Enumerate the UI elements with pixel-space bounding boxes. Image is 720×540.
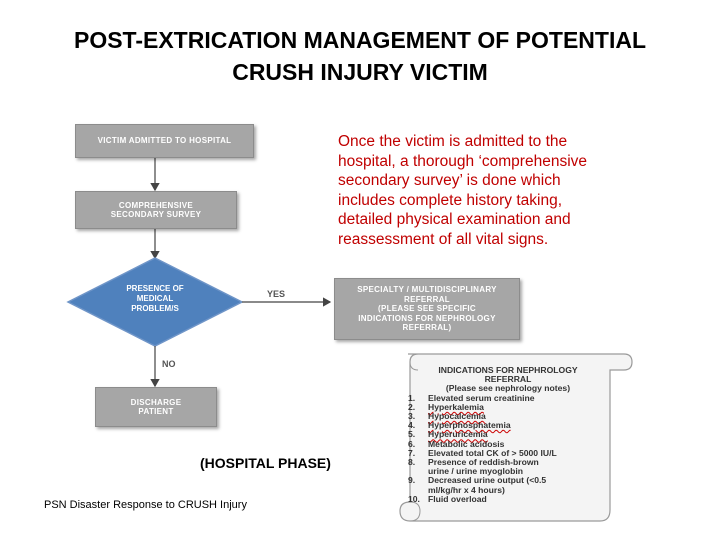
- indication-item: 1. Elevated serum creatinine: [408, 392, 535, 403]
- title-line-1: POST-EXTRICATION MANAGEMENT OF POTENTIAL: [73, 27, 646, 53]
- referral-label: REFERRAL): [402, 323, 452, 333]
- indication-item: 6. Metabolic acidosis: [408, 438, 505, 449]
- indication-item: ml/kg/hr x 4 hours): [428, 484, 505, 495]
- description-line: reassessment of all vital signs.: [338, 230, 549, 248]
- indication-item: urine / urine myoglobin: [428, 466, 524, 477]
- indication-item: 4. Hyperphosphatemia: [408, 420, 511, 431]
- referral-label: SPECIALTY / MULTIDISCIPLINARY: [357, 285, 497, 295]
- survey-label: COMPREHENSIVE: [118, 200, 194, 210]
- description-line: hospital, a thorough ‘comprehensive: [338, 152, 588, 170]
- indication-item: 10. Fluid overload: [408, 493, 487, 504]
- decision-text: MEDICAL: [136, 294, 174, 303]
- referral-label: (PLEASE SEE SPECIFIC: [377, 304, 477, 314]
- decision-label: [100, 284, 210, 314]
- indications-heading: REFERRAL: [484, 374, 532, 385]
- indications-list: [408, 366, 608, 504]
- admitted-box: [75, 124, 254, 158]
- phase-label: (HOSPITAL PHASE): [200, 455, 331, 471]
- description-line: includes complete history taking,: [338, 191, 563, 209]
- description-line: Once the victim is admitted to the: [338, 133, 568, 150]
- discharge-label: DISCHARGE: [130, 397, 182, 407]
- referral-box: [334, 278, 520, 340]
- discharge-box: [95, 387, 217, 427]
- indication-item: 8. Presence of reddish-brown: [408, 457, 539, 468]
- decision-text: PROBLEM/S: [131, 304, 179, 313]
- discharge-label: PATIENT: [138, 407, 174, 416]
- indication-item: 3. Hypocalcemia: [408, 411, 486, 422]
- indication-item: 9. Decreased urine output (<0.5: [408, 475, 547, 486]
- description-line: detailed physical examination and: [338, 211, 571, 228]
- title-line-2: CRUSH INJURY VICTIM: [232, 59, 488, 85]
- indications-heading: INDICATIONS FOR NEPHROLOGY: [438, 365, 578, 375]
- indication-item: 2. Hyperkalemia: [408, 401, 484, 412]
- referral-label: REFERRAL: [404, 294, 450, 304]
- survey-box: [75, 191, 237, 229]
- admitted-label: VICTIM ADMITTED TO HOSPITAL: [97, 136, 232, 146]
- no-label: NO: [162, 359, 176, 369]
- referral-label: INDICATIONS FOR NEPHROLOGY: [358, 313, 496, 323]
- description-line: secondary survey’ is done which: [338, 172, 561, 189]
- indication-item: 5. Hyperuricemia: [408, 429, 488, 440]
- indication-item: 7. Elevated total CK of > 5000 IU/L: [408, 447, 557, 458]
- yes-label: YES: [267, 289, 286, 299]
- indications-note: (Please see nephrology notes): [445, 383, 571, 394]
- footer-text: PSN Disaster Response to CRUSH Injury: [44, 499, 247, 511]
- decision-text: PRESENCE OF: [126, 284, 184, 293]
- survey-label: SECONDARY SURVEY: [110, 210, 202, 219]
